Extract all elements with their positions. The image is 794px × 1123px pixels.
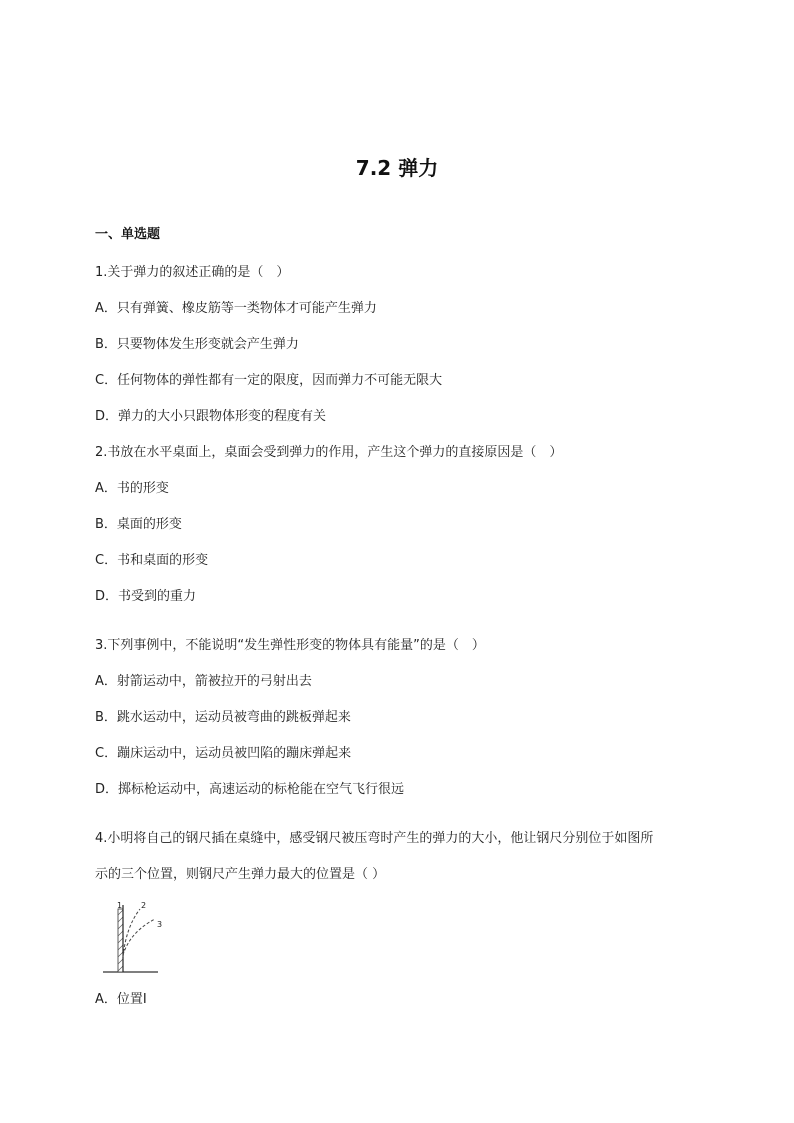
document-title: 7.2 弹力 — [355, 156, 439, 180]
question-3-option-c: C．蹦床运动中，运动员被凹陷的蹦床弹起来 — [95, 746, 352, 761]
question-1-option-b: B．只要物体发生形变就会产生弹力 — [95, 337, 299, 352]
question-2-option-c: C．书和桌面的形变 — [95, 553, 209, 568]
question-2-option-a: A．书的形变 — [95, 481, 169, 496]
question-4-stem-line-2: 示的三个位置，则钢尺产生弹力最大的位置是（ ） — [95, 867, 386, 882]
question-3-option-d: D．掷标枪运动中，高速运动的标枪能在空气飞行很远 — [95, 782, 405, 797]
ruler-position-2 — [123, 909, 140, 957]
question-4-option-a: A．位置Ⅰ — [95, 992, 147, 1007]
figure-label-1: 1 — [117, 901, 123, 910]
question-4-stem-line-1: 4.小明将自己的钢尺插在桌缝中，感受钢尺被压弯时产生的弹力的大小，他让钢尺分别位于如图所 — [95, 831, 654, 846]
question-3-option-a: A．射箭运动中，箭被拉开的弓射出去 — [95, 674, 312, 689]
section-heading: 一、单选题 — [95, 227, 161, 242]
question-1-stem: 1.关于弹力的叙述正确的是（ ） — [95, 265, 290, 280]
figure-label-3: 3 — [157, 920, 163, 929]
ruler-bending-figure — [100, 897, 170, 977]
question-2-option-b: B．桌面的形变 — [95, 517, 182, 532]
question-1-option-d: D．弹力的大小只跟物体形变的程度有关 — [95, 409, 327, 424]
figure-label-2: 2 — [141, 901, 147, 910]
question-3-stem: 3.下列事例中，不能说明“发生弹性形变的物体具有能量”的是（ ） — [95, 638, 485, 653]
question-3-option-b: B．跳水运动中，运动员被弯曲的跳板弹起来 — [95, 710, 351, 725]
ruler-position-3 — [123, 919, 155, 955]
question-1-option-a: A．只有弹簧、橡皮筋等一类物体才可能产生弹力 — [95, 301, 377, 316]
question-2-option-d: D．书受到的重力 — [95, 589, 197, 604]
question-1-option-c: C．任何物体的弹性都有一定的限度，因而弹力不可能无限大 — [95, 373, 443, 388]
question-2-stem: 2.书放在水平桌面上，桌面会受到弹力的作用，产生这个弹力的直接原因是（ ） — [95, 445, 563, 460]
